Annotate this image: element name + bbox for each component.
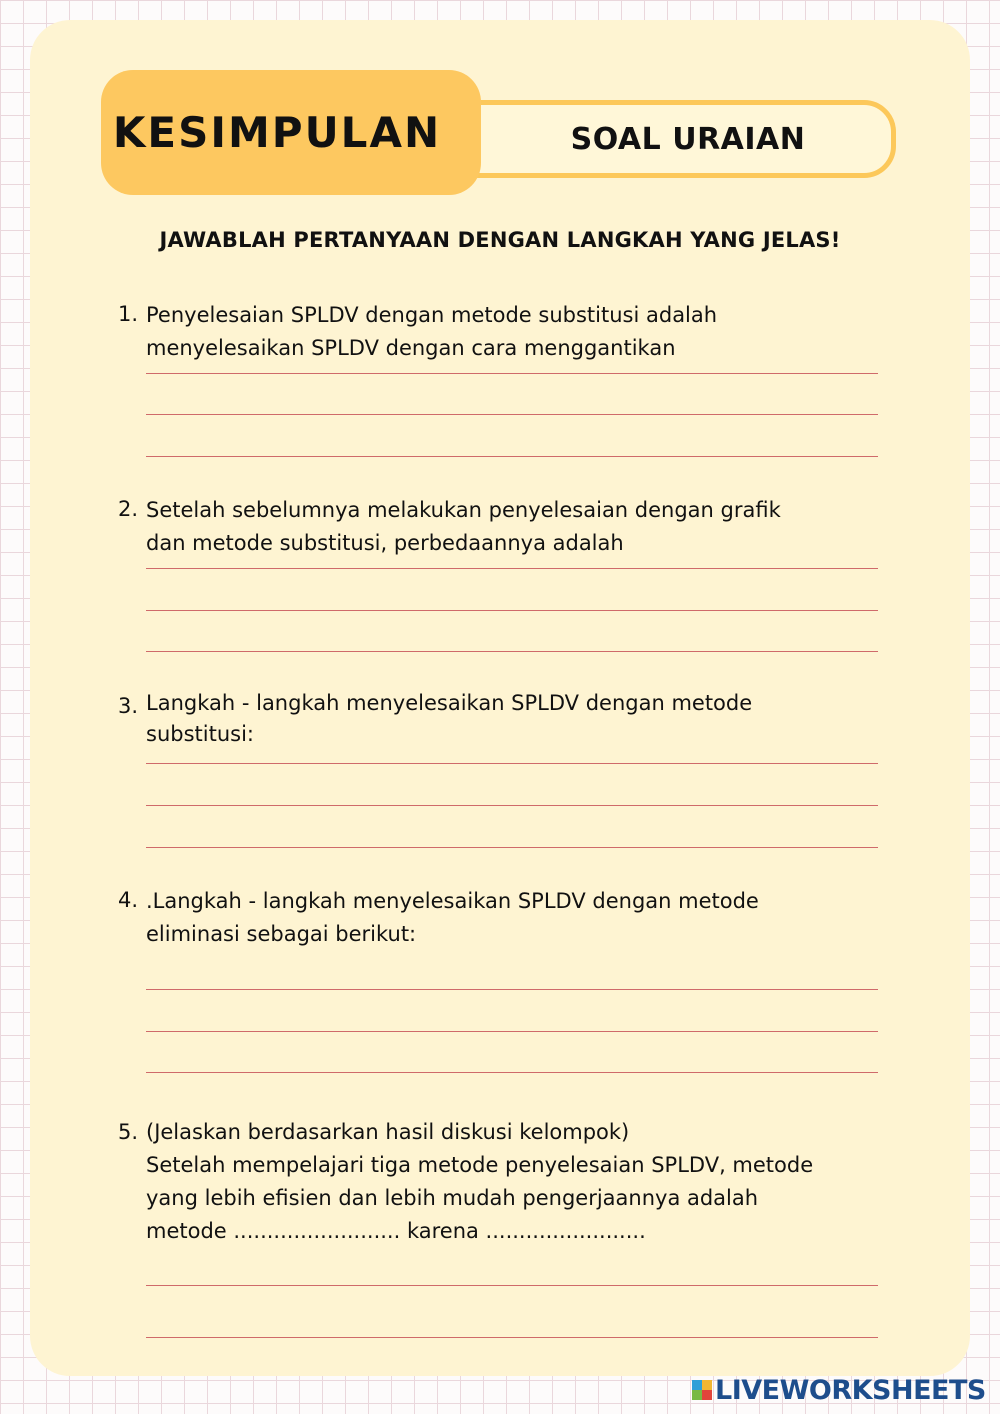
liveworksheets-brand[interactable] [692,1374,986,1406]
answer-line-1a[interactable] [146,373,878,374]
liveworksheets-logo-icon [692,1380,712,1400]
answer-line-2a[interactable] [146,568,878,569]
question-5-text [146,1116,896,1248]
answer-line-2b[interactable] [146,610,878,611]
answer-line-1c[interactable] [146,456,878,457]
question-5-line-2: Setelah mempelajari tiga metode penyelesaian SPLDV, metode [146,1153,814,1177]
question-4-line-2: eliminasi sebagai berikut: [146,922,417,946]
question-5-line-3: yang lebih efisien dan lebih mudah pengerjaannya adalah [146,1186,759,1210]
question-1-line-1: Penyelesaian SPLDV dengan metode substitusi adalah [146,303,718,327]
question-3-text [146,688,896,750]
answer-line-1b[interactable] [146,414,878,415]
question-1-number: 1. [118,302,139,326]
question-5-number: 5. [118,1120,139,1144]
answer-line-3c[interactable] [146,847,878,848]
answer-line-2c[interactable] [146,651,878,652]
answer-line-5a[interactable] [146,1285,878,1286]
question-3-number: 3. [118,694,139,718]
question-4-text [146,885,896,951]
instruction: JAWABLAH PERTANYAAN DENGAN LANGKAH YANG JELAS! [159,228,841,252]
question-5-line-4: metode ......................... karena ........................ [146,1219,646,1243]
logo-square-e [702,1390,712,1400]
question-3-line-1: Langkah - langkah menyelesaikan SPLDV dengan metode [146,691,753,715]
logo-square-l [692,1380,702,1390]
question-1-line-2: menyelesaikan SPLDV dengan cara menggantikan [146,336,676,360]
question-2-number: 2. [118,497,139,521]
question-2-line-2: dan metode substitusi, perbedaannya adalah [146,531,624,555]
logo-square-v [692,1390,702,1400]
question-5-line-1: (Jelaskan berdasarkan hasil diskusi kelompok) [146,1120,630,1144]
question-2-line-1: Setelah sebelumnya melakukan penyelesaian dengan grafik [146,498,781,522]
subtitle: SOAL URAIAN [570,121,806,157]
logo-square-i [702,1380,712,1390]
question-2-text [146,494,896,560]
question-3-line-2: substitusi: [146,722,254,746]
brand-name: LIVEWORKSHEETS [715,1374,986,1406]
answer-line-4a[interactable] [146,989,878,990]
question-4-line-1: .Langkah - langkah menyelesaikan SPLDV dengan metode [146,889,759,913]
question-1-text [146,299,896,365]
page-title: KESIMPULAN [101,70,481,195]
answer-line-3a[interactable] [146,763,878,764]
question-4-number: 4. [118,888,139,912]
answer-line-4b[interactable] [146,1031,878,1032]
answer-line-3b[interactable] [146,805,878,806]
answer-line-4c[interactable] [146,1072,878,1073]
answer-line-5b[interactable] [146,1337,878,1338]
